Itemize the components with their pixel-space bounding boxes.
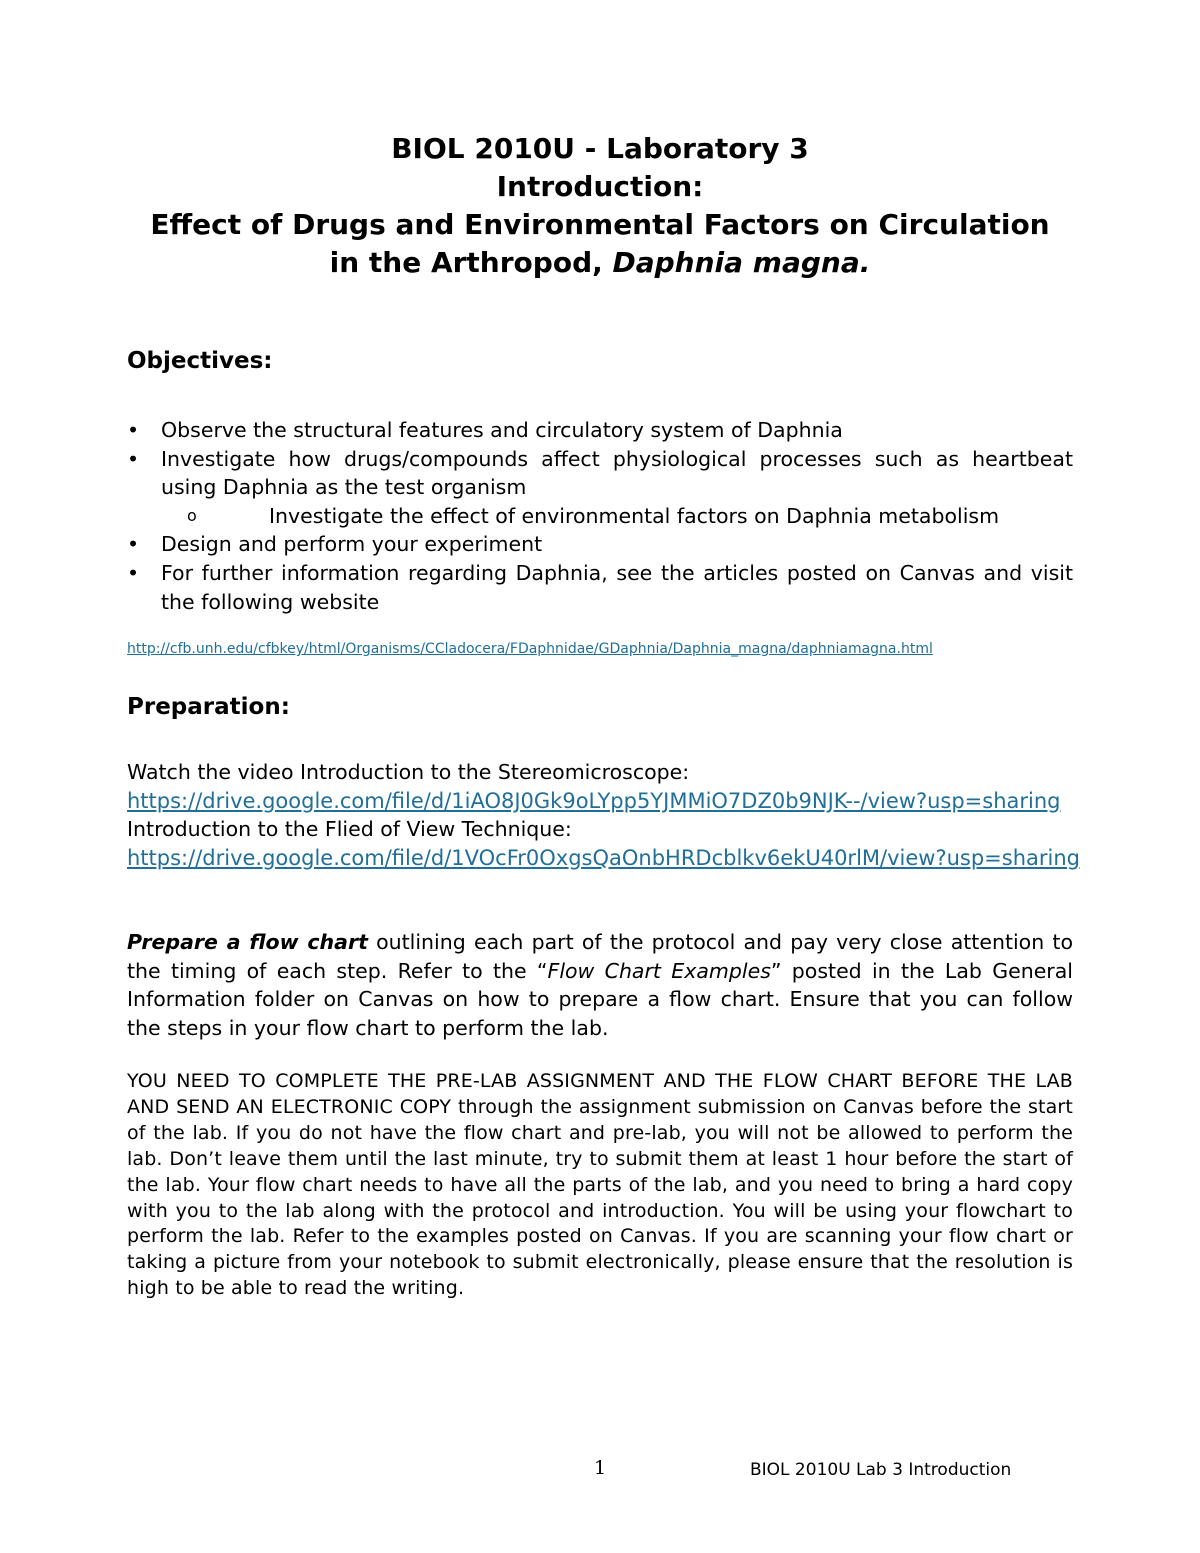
flowchart-examples-ref: Flow Chart Examples bbox=[547, 958, 771, 983]
objectives-heading: Objectives: bbox=[127, 348, 273, 374]
title-organism-prefix: in the Arthropod, bbox=[329, 246, 613, 279]
title-course: BIOL 2010U - Laboratory 3 bbox=[391, 132, 809, 165]
bullet-icon: • bbox=[127, 418, 140, 442]
flowchart-paragraph: Prepare a flow chart outlining each part of the protocol and pay very close attention to the timing of each step. Refer to the “Flow Chart Examples” posted in the Lab General Information folder on Canvas on how to prepare a flow chart. Ensure that you can follow the steps in your flow chart to perform the lab. bbox=[127, 930, 1073, 1040]
video1-label: Watch the video Introduction to the Stereomicroscope: bbox=[127, 760, 690, 784]
preparation-section bbox=[127, 758, 1080, 872]
title-block bbox=[100, 130, 1100, 282]
bullet-icon: • bbox=[127, 560, 140, 585]
video1-link[interactable]: https://drive.google.com/file/d/1iAO8J0Gk9oLYpp5YJMMiO7DZ0b9NJK--/view?usp=sharing bbox=[127, 788, 1061, 813]
title-introduction: Introduction: bbox=[496, 170, 704, 203]
flowchart-lead: Prepare a flow chart bbox=[127, 930, 368, 954]
video2-label: Introduction to the Flied of View Technique: bbox=[127, 817, 572, 842]
title-topic: Effect of Drugs and Environmental Factors on Circulation bbox=[150, 208, 1050, 241]
footer-title: BIOL 2010U Lab 3 Introduction bbox=[750, 1460, 1012, 1480]
title-organism bbox=[100, 244, 1100, 282]
list-item: • For further information regarding Daphnia, see the articles posted on Canvas and visit the following website bbox=[127, 560, 1073, 614]
list-item: • Design and perform your experiment bbox=[127, 530, 1073, 559]
bullet-icon: • bbox=[127, 446, 140, 471]
sub-list-item: o Investigate the effect of environmental factors on Daphnia metabolism bbox=[127, 502, 1073, 531]
video2-link[interactable]: https://drive.google.com/file/d/1VOcFr0OxgsQaOnbHRDcblkv6ekU40rlM/view?usp=sharing bbox=[127, 845, 1080, 870]
page-number: 1 bbox=[594, 1457, 607, 1479]
prelab-notice-paragraph: YOU NEED TO COMPLETE THE PRE-LAB ASSIGNMENT AND THE FLOW CHART BEFORE THE LAB AND SEND AN ELECTRONIC COPY through the assignment submission on Canvas before the start of the lab. If you do not have the flow chart and pre-lab, you will not be allowed to perform the lab. Don’t leave them until the last minute, try to submit them at least 1 hour before the start of the lab. Your flow chart needs to have all the parts of the lab, and you need to bring a hard copy with you to the lab along with the protocol and introduction. You will be using your flowchart to perform the lab. Refer to the examples posted on Canvas. If you are scanning your flow chart or taking a picture from your notebook to submit electronically, please ensure that the resolution is high to be able to read the writing. bbox=[127, 1070, 1073, 1300]
sub-bullet-icon: o bbox=[187, 505, 197, 525]
objectives-list bbox=[127, 416, 1073, 616]
list-item: • Investigate how drugs/compounds affect physiological processes such as heartbeat using Daphnia as the test organism bbox=[127, 446, 1073, 500]
title-organism-species: Daphnia magna. bbox=[612, 246, 871, 279]
bullet-icon: • bbox=[127, 532, 140, 557]
daphnia-website-link[interactable]: http://cfb.unh.edu/cfbkey/html/Organisms/CCladocera/FDaphnidae/GDaphnia/Daphnia_magna/daphniamagna.html bbox=[127, 641, 933, 657]
preparation-heading: Preparation: bbox=[127, 694, 290, 720]
list-item: • Observe the structural features and circulatory system of Daphnia bbox=[127, 416, 1073, 445]
